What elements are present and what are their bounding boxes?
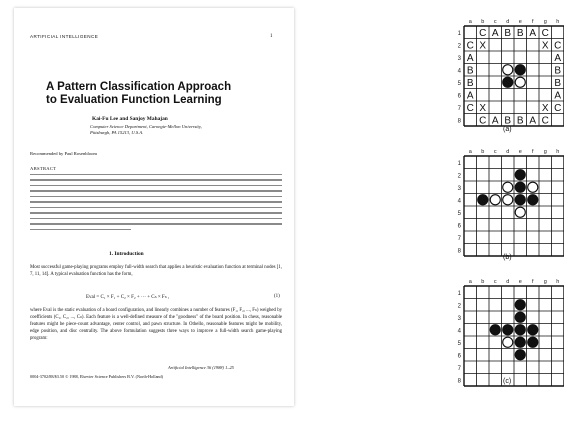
black-disc: [503, 77, 513, 87]
abstract-text-line: [30, 218, 282, 219]
page-number: 1: [270, 34, 273, 39]
copyright-line: 0004-3702/88/$3.50 © 1988, Elsevier Science Publishers B.V. (North-Holland): [30, 374, 164, 379]
black-disc: [515, 170, 525, 180]
row-label: 6: [457, 353, 461, 360]
abstract-text-block: [30, 174, 282, 234]
column-label: d: [506, 149, 510, 155]
row-label: 3: [457, 55, 461, 62]
square-label: C: [466, 102, 474, 114]
row-label: 1: [457, 290, 461, 297]
square-label: C: [554, 40, 562, 52]
black-disc: [490, 325, 500, 335]
column-label: a: [468, 149, 472, 155]
column-label: c: [493, 279, 497, 285]
row-label: 1: [457, 160, 461, 167]
column-label: e: [518, 19, 522, 25]
column-label: h: [556, 149, 560, 155]
white-disc: [503, 195, 513, 205]
row-label: 2: [457, 303, 461, 310]
white-disc: [503, 337, 513, 347]
square-label: C: [479, 27, 487, 39]
square-label: B: [554, 65, 562, 77]
row-label: 4: [457, 68, 461, 75]
othello-board-figure-a: [452, 16, 564, 144]
white-disc: [503, 182, 513, 192]
square-label: X: [479, 102, 487, 114]
figure-caption-c: (c): [503, 378, 512, 385]
square-label: C: [541, 27, 549, 39]
row-label: 5: [457, 340, 461, 347]
column-label: b: [481, 19, 485, 25]
abstract-heading: ABSTRACT: [30, 166, 57, 171]
square-label: B: [466, 65, 474, 77]
paper-page: [14, 8, 294, 406]
row-label: 8: [457, 248, 461, 255]
square-label: B: [554, 77, 562, 89]
abstract-text-line: [30, 174, 282, 175]
abstract-text-line: [30, 190, 282, 191]
black-disc: [515, 325, 525, 335]
column-label: a: [468, 19, 472, 25]
square-label: A: [554, 90, 562, 102]
row-label: 3: [457, 315, 461, 322]
row-label: 5: [457, 80, 461, 87]
equation: Eval = C₁ × F₁ + C₂ × F₂ + ··· + Cₙ × Fₙ ,: [86, 295, 170, 300]
column-label: c: [493, 149, 497, 155]
row-label: 2: [457, 43, 461, 50]
black-disc: [515, 182, 525, 192]
row-label: 7: [457, 105, 461, 112]
square-label: C: [466, 40, 474, 52]
title-line-2: to Evaluation Function Learning: [46, 94, 222, 106]
section-heading: 1. Introduction: [109, 251, 144, 257]
abstract-text-line: [30, 179, 282, 180]
column-label: g: [543, 279, 547, 285]
white-disc: [490, 195, 500, 205]
authors: Kai-Fu Lee and Sanjoy Mahajan: [92, 116, 168, 122]
abstract-text-line: [30, 212, 282, 213]
square-label: A: [466, 90, 474, 102]
square-label: A: [554, 52, 562, 64]
column-label: d: [506, 279, 510, 285]
column-label: f: [531, 19, 534, 25]
row-label: 7: [457, 235, 461, 242]
row-label: 4: [457, 198, 461, 205]
affiliation: [90, 124, 290, 136]
square-label: A: [529, 115, 537, 127]
recommended-by: Recommended by Paul Rosenbloom: [30, 151, 97, 156]
square-label: A: [491, 27, 499, 39]
square-label: A: [529, 27, 537, 39]
column-label: f: [531, 149, 534, 155]
column-label: a: [468, 279, 472, 285]
white-disc: [503, 65, 513, 75]
square-label: B: [516, 115, 524, 127]
square-label: B: [466, 77, 474, 89]
white-disc: [515, 77, 525, 87]
black-disc: [515, 312, 525, 322]
square-label: C: [479, 115, 487, 127]
abstract-text-line: [30, 223, 282, 224]
black-disc: [528, 337, 538, 347]
white-disc: [528, 182, 538, 192]
black-disc: [515, 350, 525, 360]
square-label: C: [541, 115, 549, 127]
row-label: 3: [457, 185, 461, 192]
square-label: C: [554, 102, 562, 114]
column-label: e: [518, 149, 522, 155]
abstract-text-line: [30, 229, 131, 230]
square-label: A: [466, 52, 474, 64]
title-line-1: A Pattern Classification Approach: [46, 81, 232, 93]
square-label: X: [479, 40, 487, 52]
body-paragraph: where Eval is the static evaluation of a board configuration, and linearly combines a number of features (F₁, F₂, ..., Fₙ) weighed by coefficients (C₁, C₂, ..., Cₙ). Each feature is a well-defined measure of the "goodness" of the board position. In chess, reasonable features might be piece-count advantage, center control, and pawn structure. In Othello, reasonable features might be mobility, edge position, and disc centrality. The above formulation suggests three ways to improve a full-width search game-playing program:: [30, 308, 282, 341]
black-disc: [503, 325, 513, 335]
column-label: b: [481, 149, 485, 155]
black-disc: [515, 300, 525, 310]
row-label: 1: [457, 30, 461, 37]
row-label: 4: [457, 328, 461, 335]
black-disc: [515, 337, 525, 347]
column-label: h: [556, 279, 560, 285]
journal-name: ARTIFICIAL INTELLIGENCE: [30, 34, 99, 39]
black-disc: [528, 195, 538, 205]
figure-caption-a: (a): [503, 126, 512, 133]
affiliation-line-1: Computer Science Department, Carnegie-Mellon University,: [90, 124, 202, 129]
column-label: d: [506, 19, 510, 25]
column-label: c: [493, 19, 497, 25]
square-label: A: [491, 115, 499, 127]
column-label: b: [481, 279, 485, 285]
row-label: 2: [457, 173, 461, 180]
journal-reference: Artificial Intelligence 36 (1988) 1–25: [168, 365, 234, 370]
abstract-text-line: [30, 185, 282, 186]
column-label: g: [543, 19, 547, 25]
row-label: 6: [457, 93, 461, 100]
column-label: g: [543, 149, 547, 155]
abstract-text-line: [30, 196, 282, 197]
column-label: e: [518, 279, 522, 285]
abstract-text-line: [30, 207, 282, 208]
intro-paragraph: Most successful game-playing programs employ full-width search that applies a heuristic evaluation function at terminal nodes [1, 7, 11, 14]. A typical evaluation function has the form,: [30, 265, 282, 277]
paper-title: [46, 81, 286, 107]
abstract-text-line: [30, 201, 282, 202]
row-label: 6: [457, 223, 461, 230]
white-disc: [515, 207, 525, 217]
row-label: 8: [457, 378, 461, 385]
column-label: f: [531, 279, 534, 285]
equation-number: (1): [274, 294, 280, 299]
row-label: 5: [457, 210, 461, 217]
row-label: 8: [457, 118, 461, 125]
black-disc: [478, 195, 488, 205]
black-disc: [515, 65, 525, 75]
square-label: X: [541, 40, 549, 52]
black-disc: [528, 325, 538, 335]
square-label: B: [504, 115, 512, 127]
square-label: B: [516, 27, 524, 39]
column-label: h: [556, 19, 560, 25]
affiliation-line-2: Pittsburgh, PA 15213, U.S.A.: [90, 129, 144, 135]
square-label: X: [541, 102, 549, 114]
square-label: B: [504, 27, 512, 39]
figure-caption-b: (b): [503, 254, 512, 261]
row-label: 7: [457, 365, 461, 372]
black-disc: [515, 195, 525, 205]
